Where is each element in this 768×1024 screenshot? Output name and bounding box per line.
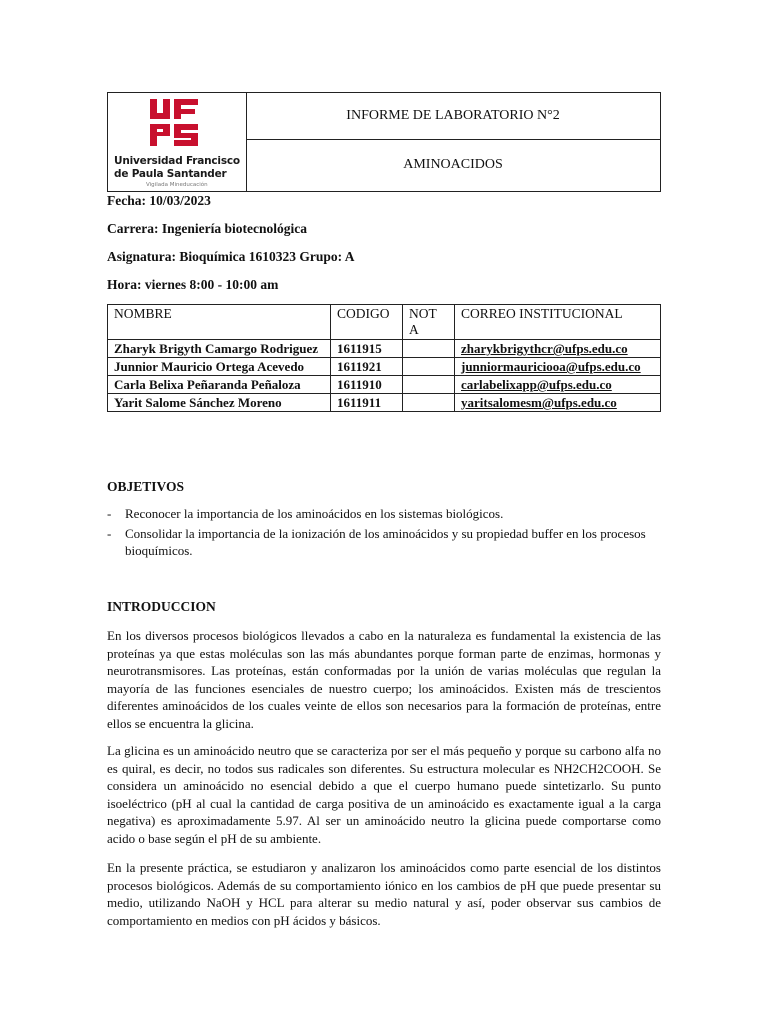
objectives-list — [107, 505, 661, 562]
student-grade — [403, 376, 455, 394]
student-name: Carla Belixa Peñaranda Peñaloza — [108, 376, 331, 394]
report-course: Asignatura: Bioquímica 1610323 Grupo: A — [107, 249, 355, 264]
intro-paragraph-2: La glicina es un aminoácido neutro que se caracteriza por ser el más pequeño y porque su carbono alfa no es quiral, es decir, no todos sus radicales son diferentes. Su estructura molecular es NH2CH2COOH. Se considera un aminoácido no esencial debido a que el cuerpo humano puede sintetizarlo. Su punto isoeléctrico (pH al cual la cantidad de carga positiva de un aminoácido es exactamente igual a la carga negativa) es aproximadamente 5.97. Al ser un aminoácido neutro la glicina puede comportarse como acido o base según el pH de su ambiente. — [107, 743, 661, 846]
student-code: 1611921 — [331, 358, 403, 376]
student-grade — [403, 358, 455, 376]
list-item — [107, 505, 661, 522]
table-row — [108, 358, 661, 376]
report-program: Carrera: Ingeniería biotecnológica — [107, 221, 307, 236]
report-schedule: Hora: viernes 8:00 - 10:00 am — [107, 277, 279, 292]
header-correo: CORREO INSTITUCIONAL — [455, 305, 661, 340]
bullet-dash: - — [107, 526, 112, 541]
intro-paragraph-1: En los diversos procesos biológicos llevados a cabo en la naturaleza es fundamental la existencia de las proteínas ya que estas moléculas son las más abundantes porque forman parte de enzimas, hormonas y neurotransmisores. Las proteínas, están conformadas por la unión de varias moléculas que regulan la mayoría de las funciones esenciales de nuestro cuerpo; los aminoácidos. Existen más de trescientos diferentes aminoácidos de los cuales veinte de ellos son necesarios para la formación de proteínas, entre ellos se encuentra la glicina. — [107, 628, 661, 731]
report-subtitle: AMINOACIDOS — [403, 157, 503, 172]
university-name-line2: de Paula Santander — [114, 168, 227, 180]
report-title: INFORME DE LABORATORIO N°2 — [246, 93, 660, 140]
student-name: Yarit Salome Sánchez Moreno — [108, 394, 331, 412]
student-code: 1611915 — [331, 340, 403, 358]
student-grade — [403, 340, 455, 358]
objectives-heading: OBJETIVOS — [107, 479, 185, 494]
university-name-line1: Universidad Francisco — [114, 155, 240, 167]
student-code: 1611910 — [331, 376, 403, 394]
objective-text: Consolidar la importancia de la ionización de los aminoácidos y su propiedad buffer en los procesos bioquímicos. — [125, 526, 646, 558]
intro-paragraph-3: En la presente práctica, se estudiaron y analizaron los aminoácidos como parte esencial de los distintos procesos biológicos. Además de su comportamiento iónico en los cambios de pH que puede presentar su medio, utilizando NaOH y HCL para alterar su medio natural y así, poder observar sus cambios de comportamiento en medios con pH ácidos y básicos. — [107, 860, 661, 928]
student-email[interactable]: yaritsalomesm@ufps.edu.co — [455, 394, 661, 412]
university-tagline: Vigilada Mineducación — [146, 182, 208, 188]
student-code: 1611911 — [331, 394, 403, 412]
table-row — [108, 376, 661, 394]
table-row — [108, 340, 661, 358]
header-nombre: NOMBRE — [108, 305, 331, 340]
report-header — [107, 92, 661, 192]
table-row — [108, 394, 661, 412]
ufps-logo-icon — [148, 97, 208, 149]
table-header-row — [108, 305, 661, 340]
introduction-heading: INTRODUCCION — [107, 599, 216, 614]
student-email[interactable]: junniormauriciooa@ufps.edu.co — [455, 358, 661, 376]
list-item — [107, 525, 661, 559]
student-grade — [403, 394, 455, 412]
students-table — [107, 304, 661, 412]
university-logo — [108, 93, 247, 191]
student-name: Zharyk Brigyth Camargo Rodriguez — [108, 340, 331, 358]
objective-text: Reconocer la importancia de los aminoácidos en los sistemas biológicos. — [125, 506, 504, 521]
bullet-dash: - — [107, 506, 112, 521]
header-codigo: CODIGO — [331, 305, 403, 340]
report-date: Fecha: 10/03/2023 — [107, 193, 211, 208]
student-email[interactable]: carlabelixapp@ufps.edu.co — [455, 376, 661, 394]
student-name: Junnior Mauricio Ortega Acevedo — [108, 358, 331, 376]
student-email[interactable]: zharykbrigythcr@ufps.edu.co — [455, 340, 661, 358]
header-nota: NOT A — [403, 305, 455, 340]
